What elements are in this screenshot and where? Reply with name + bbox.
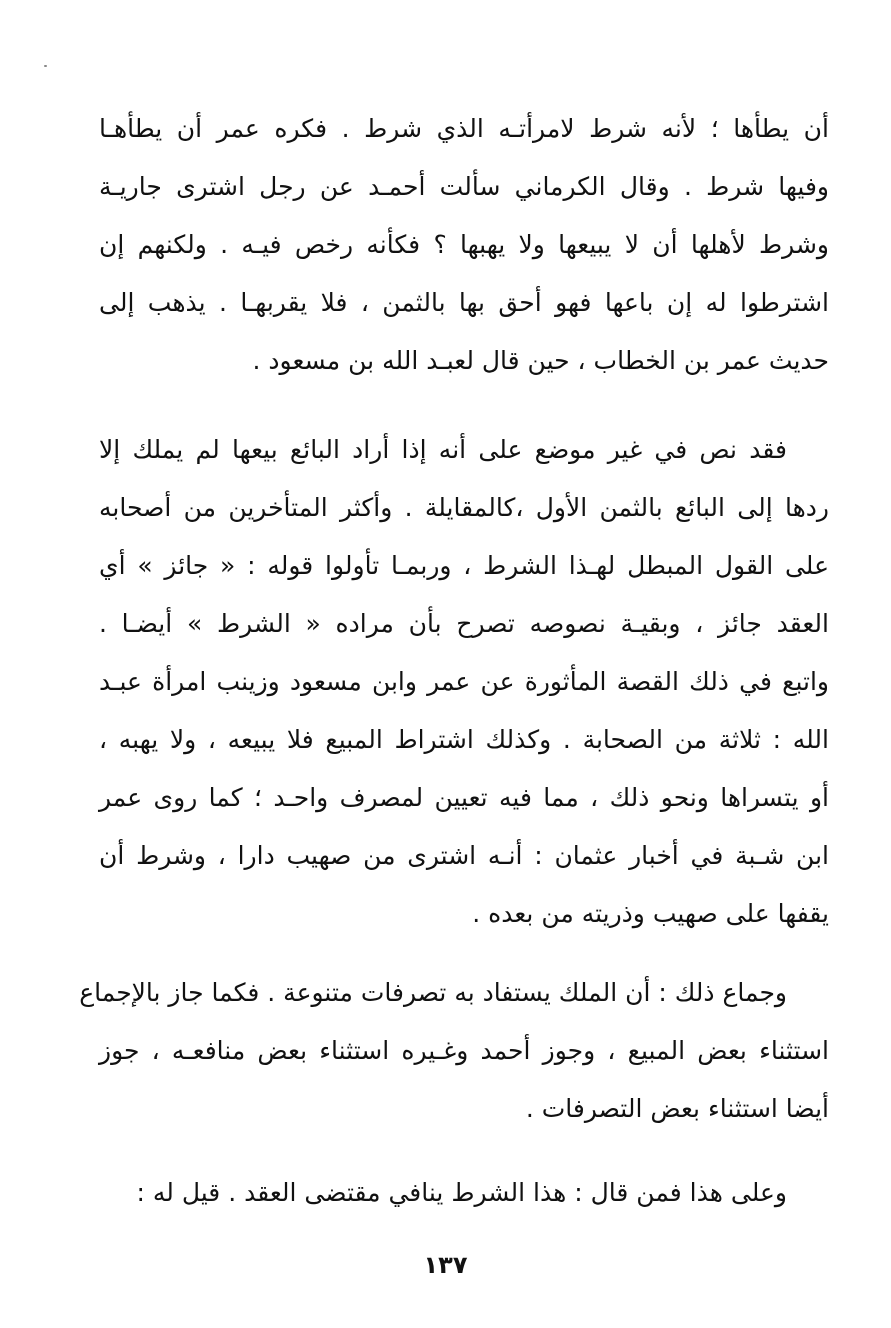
- text-line: وفيها شرط . وقال الكرماني سألت أحمـد عن رجل اشترى جاريـة: [99, 172, 829, 201]
- text-line: وعلى هذا فمن قال : هذا الشرط ينافي مقتضى العقد . قيل له :: [136, 1178, 787, 1207]
- text-line: أو يتسراها ونحو ذلك ، مما فيه تعيين لمصرف واحـد ؛ كما روى عمر: [99, 783, 829, 812]
- text-line: استثناء بعض المبيع ، وجوز أحمد وغـيره استثناء بعض منافعـه ، جوز: [99, 1036, 829, 1065]
- text-line: واتبع في ذلك القصة المأثورة عن عمر وابن مسعود وزينب امرأة عبـد: [99, 667, 829, 696]
- paragraph-3: [79, 964, 829, 1138]
- text-line: يقفها على صهيب وذريته من بعده .: [472, 899, 829, 928]
- text-line: اشترطوا له إن باعها فهو أحق بها بالثمن ، فلا يقربهـا . يذهب إلى: [99, 288, 829, 317]
- page-number: ١٣٧: [423, 1251, 468, 1279]
- text-line: العقد جائز ، وبقيـة نصوصه تصرح بأن مراده « الشرط » أيضـا .: [99, 609, 829, 638]
- text-line: ردها إلى البائع بالثمن الأول ،كالمقايلة . وأكثر المتأخرين من أصحابه: [99, 493, 829, 522]
- scan-speck: [44, 65, 47, 67]
- text-line: وجماع ذلك : أن الملك يستفاد به تصرفات متنوعة . فكما جاز بالإجماع: [79, 978, 787, 1007]
- text-line: أن يطأها ؛ لأنه شرط لامرأتـه الذي شرط . فكره عمر أن يطأهـا: [99, 114, 829, 143]
- text-line: على القول المبطل لهـذا الشرط ، وربمـا تأولوا قوله : « جائز » أي: [99, 551, 829, 580]
- text-line: وشرط لأهلها أن لا يبيعها ولا يهبها ؟ فكأنه رخص فيـه . ولكنهم إن: [99, 230, 829, 259]
- text-line: أيضا استثناء بعض التصرفات .: [525, 1094, 829, 1123]
- paragraph-1: [99, 100, 829, 390]
- text-line: فقد نص في غير موضع على أنه إذا أراد البائع بيعها لم يملك إلا: [99, 435, 787, 464]
- text-line: حديث عمر بن الخطاب ، حين قال لعبـد الله بن مسعود .: [252, 346, 829, 375]
- paragraph-4: [99, 1164, 829, 1222]
- text-line: الله : ثلاثة من الصحابة . وكذلك اشتراط المبيع فلا يبيعه ، ولا يهبه ،: [99, 725, 829, 754]
- text-line: ابن شـبة في أخبار عثمان : أنـه اشترى من صهيب دارا ، وشرط أن: [99, 841, 829, 870]
- paragraph-2: [99, 421, 829, 943]
